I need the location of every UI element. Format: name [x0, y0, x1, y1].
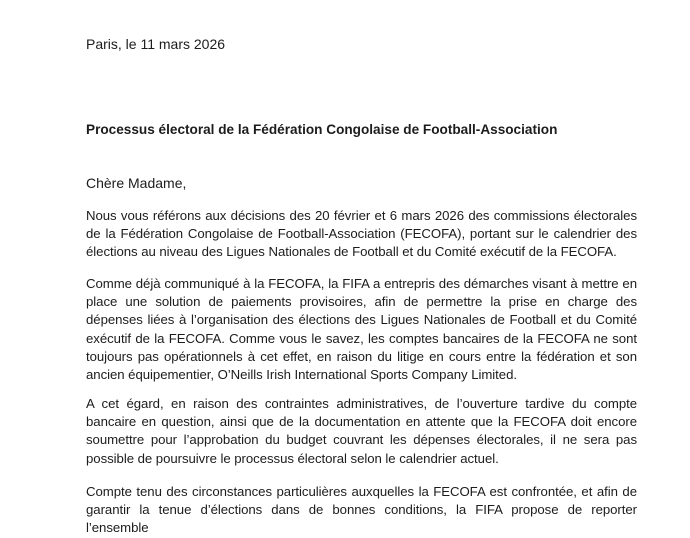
paragraph-payment-solution: Comme déjà communiqué à la FECOFA, la FIFA a entrepris des démarches visant à mettre en place une solution de paiements provisoires, afin de permettre la prise en charge des dépenses liées à l’organisation des élections des Ligues Nationales de Football et du Comité exécutif de la FECOFA. Comme vous le savez, les comptes bancaires de la FECOFA ne sont toujours pas opérationnels à cet effet, en raison du litige en cours entre la fédération et son ancien équipementier, O’Neills Irish International Sports Company Limited. [86, 276, 637, 383]
salutation: Chère Madame, [86, 175, 187, 191]
paragraph-constraints: A cet égard, en raison des contraintes administratives, de l’ouverture tardive du compte bancaire en question, ainsi que de la documentation en attente que la FECOFA doit encore soumettre pour l’approbation du budget couvrant les dépenses électorales, il ne sera pas possible de poursuivre le processus électoral selon le calendrier actuel. [86, 396, 637, 466]
date-line: Paris, le 11 mars 2026 [86, 36, 226, 52]
paragraph-decisions: Nous vous référons aux décisions des 20 février et 6 mars 2026 des commissions électorales de la Fédération Congolaise de Football-Association (FECOFA), portant sur le calendrier des élections au niveau des Ligues Nationales de Football et du Comité exécutif de la FECOFA. [86, 208, 637, 260]
letter-subject: Processus électoral de la Fédération Congolaise de Football-Association [86, 122, 558, 137]
paragraph-postponement: Compte tenu des circonstances particulières auxquelles la FECOFA est confrontée, et afin de garantir la tenue d’élections dans de bonnes conditions, la FIFA propose de reporter l’ensemble [86, 484, 637, 536]
